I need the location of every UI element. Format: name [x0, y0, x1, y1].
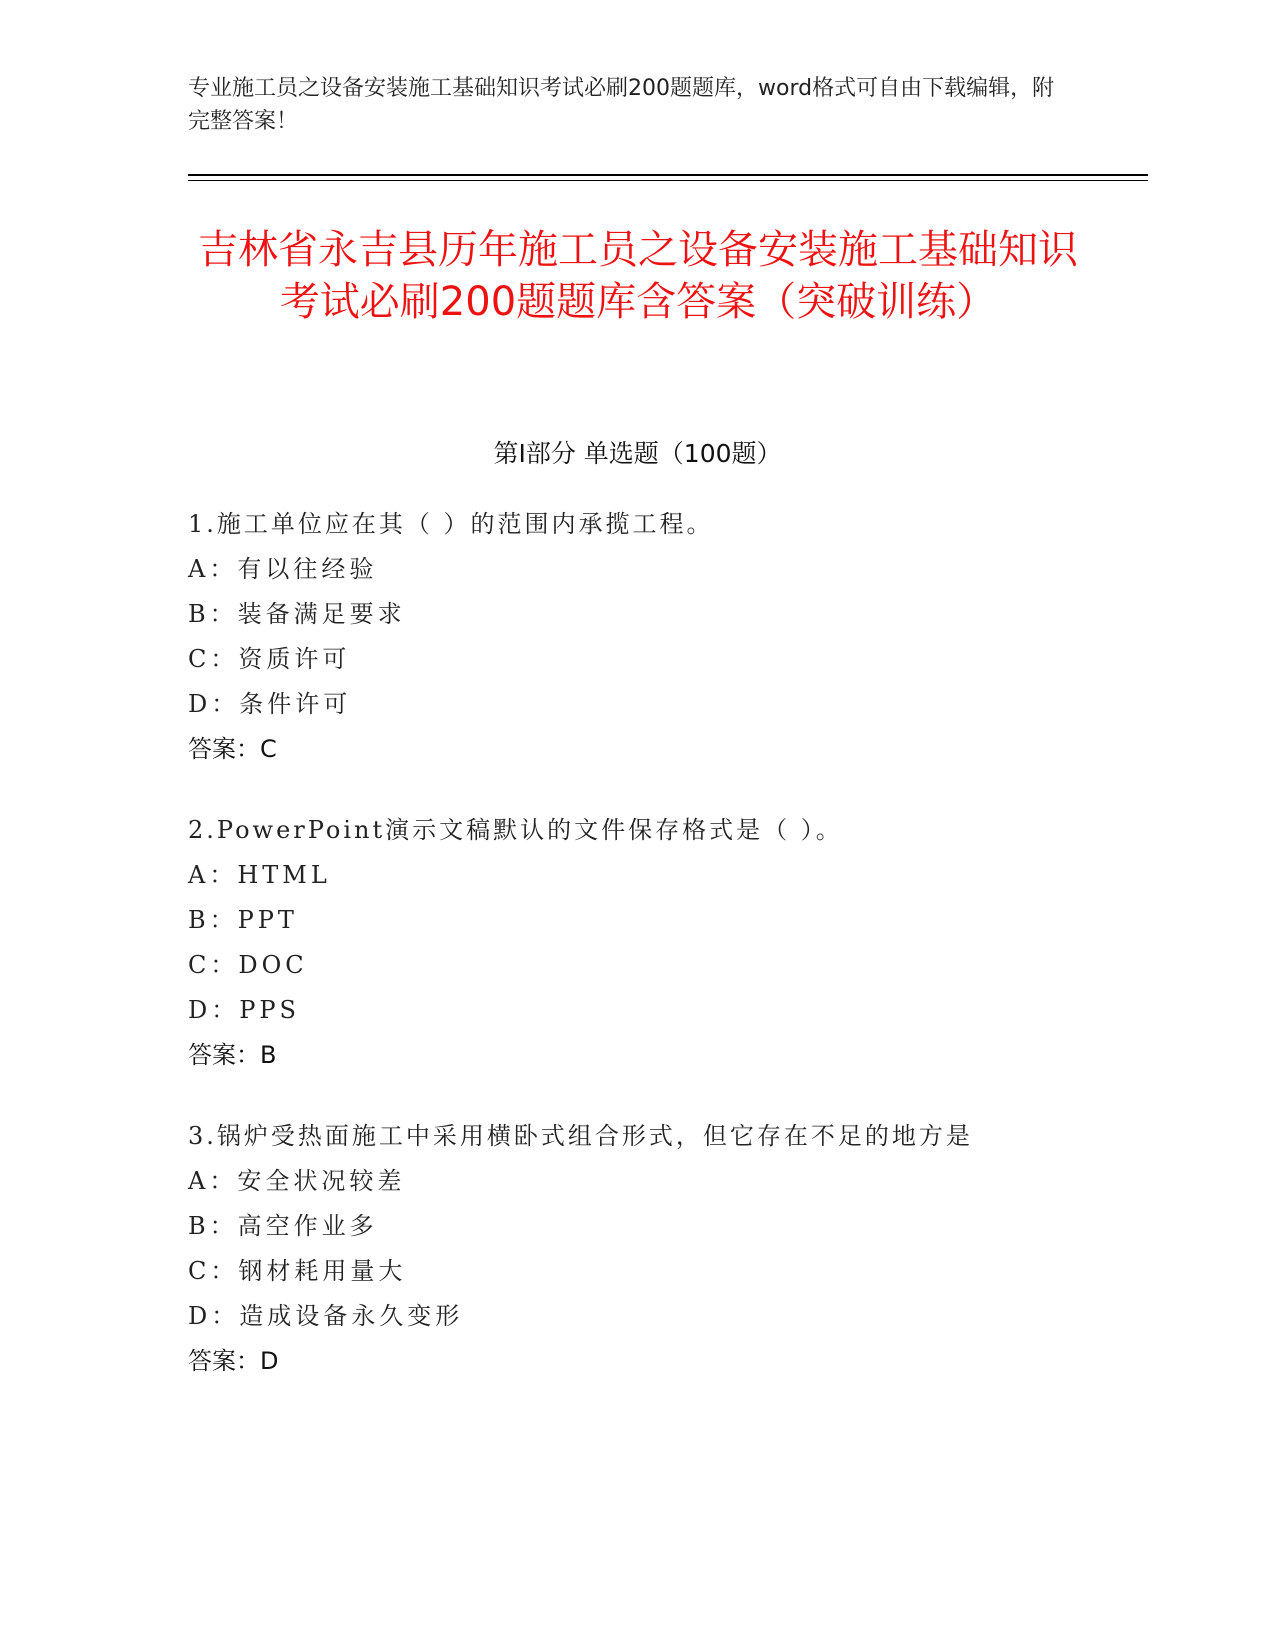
option-a: A：HTML — [188, 861, 331, 889]
question-stem: 2.PowerPoint演示文稿默认的文件保存格式是（ ）。 — [188, 816, 843, 844]
question-2 — [188, 808, 1148, 1078]
header-divider-thick — [188, 174, 1148, 176]
option-a: A：有以往经验 — [188, 555, 378, 583]
document-title: 吉林省永吉县历年施工员之设备安装施工基础知识考试必刷200题题库含答案（突破训练） — [198, 227, 1078, 325]
answer: 答案：D — [188, 1347, 279, 1375]
header-note: 专业施工员之设备安装施工基础知识考试必刷200题题库，word格式可自由下载编辑，附完整答案！ — [188, 76, 1055, 134]
question-stem: 3.锅炉受热面施工中采用横卧式组合形式，但它存在不足的地方是 — [188, 1122, 973, 1150]
option-d: D：PPS — [188, 996, 300, 1024]
option-c: C：DOC — [188, 951, 308, 979]
option-b: B：高空作业多 — [188, 1212, 378, 1240]
question-stem: 1.施工单位应在其（ ）的范围内承揽工程。 — [188, 510, 714, 538]
option-d: D：造成设备永久变形 — [188, 1302, 464, 1330]
question-3 — [188, 1114, 1148, 1384]
option-c: C：资质许可 — [188, 645, 351, 673]
option-b: B：PPT — [188, 906, 298, 934]
question-1 — [188, 502, 1148, 772]
answer: 答案：C — [188, 735, 277, 763]
option-c: C：钢材耗用量大 — [188, 1257, 407, 1285]
section-heading: 第Ⅰ部分 单选题（100题） — [493, 439, 782, 468]
option-b: B：装备满足要求 — [188, 600, 406, 628]
option-d: D：条件许可 — [188, 690, 352, 718]
answer: 答案：B — [188, 1041, 277, 1069]
option-a: A：安全状况较差 — [188, 1167, 406, 1195]
header-divider-thin — [188, 180, 1148, 181]
